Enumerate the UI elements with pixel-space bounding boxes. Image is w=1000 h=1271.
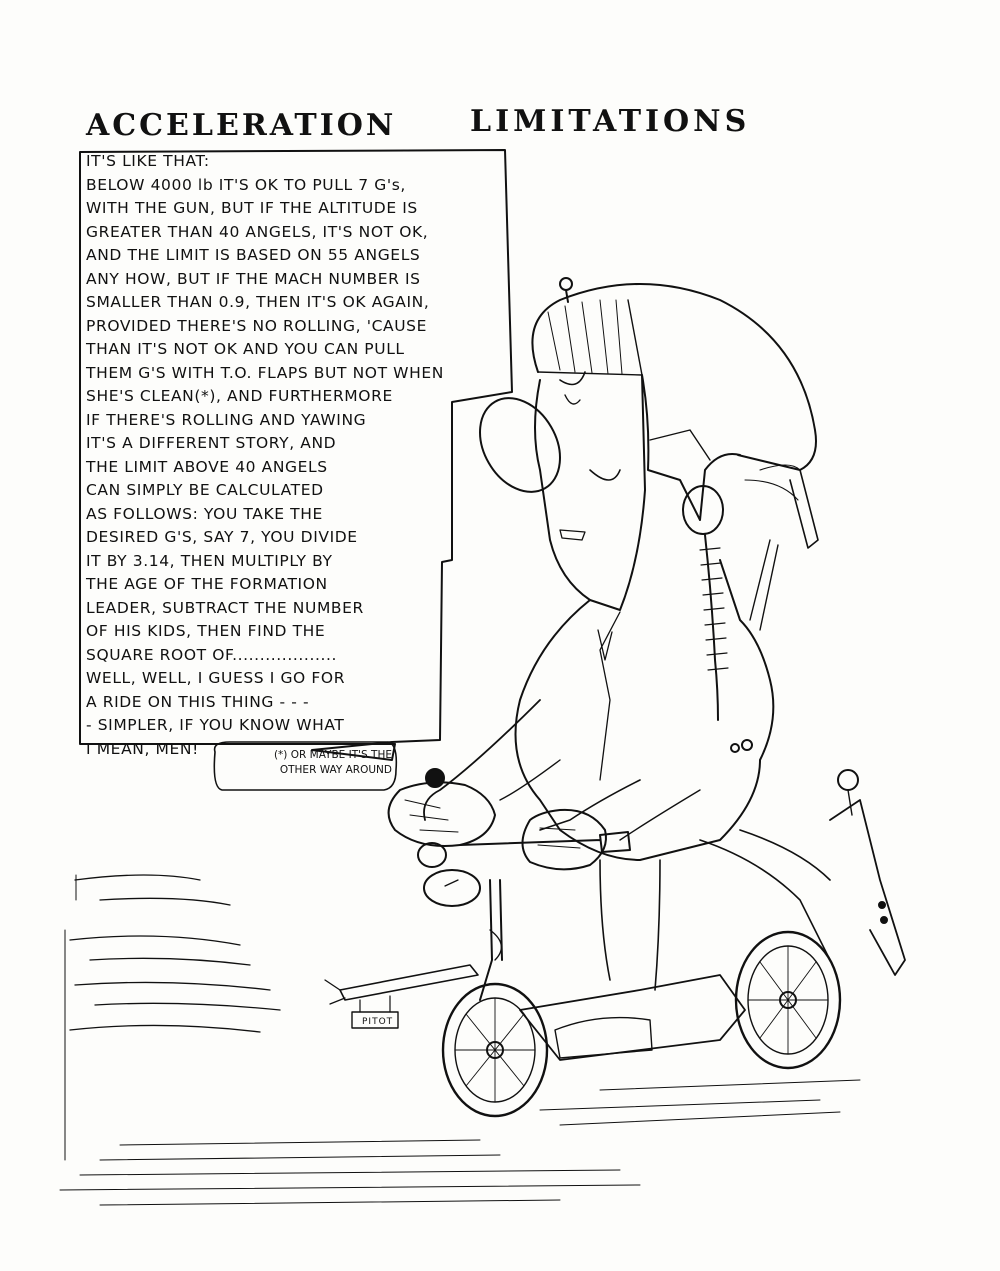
footnote <box>222 748 392 778</box>
bubble-line: A RIDE ON THIS THING - - - <box>86 692 310 711</box>
bubble-line: WITH THE GUN, BUT IF THE ALTITUDE IS <box>86 199 418 217</box>
bubble-line: - SIMPLER, IF YOU KNOW WHAT <box>86 716 345 734</box>
bubble-line: SQUARE ROOT OF................... <box>86 645 338 664</box>
bubble-line: PROVIDED THERE'S NO ROLLING, 'CAUSE <box>86 316 427 335</box>
bubble-line: IT BY 3.14, THEN MULTIPLY BY <box>86 551 333 570</box>
title-acceleration: ACCELERATION <box>86 108 397 143</box>
oxygen-hose <box>705 535 718 720</box>
bubble-line: SHE'S CLEAN(*), AND FURTHERMORE <box>86 387 393 405</box>
speed-lines <box>65 875 280 1160</box>
gauge <box>424 870 480 906</box>
footnote-line-2: OTHER WAY AROUND <box>279 764 392 776</box>
face <box>535 375 645 610</box>
title-limitations: LIMITATIONS <box>470 104 751 139</box>
bubble-line: GREATER THAN 40 ANGELS, IT'S NOT OK, <box>86 222 429 241</box>
bubble-line: CAN SIMPLY BE CALCULATED <box>86 481 324 499</box>
bubble-line: IT'S A DIFFERENT STORY, AND <box>86 434 337 452</box>
bubble-line: WELL, WELL, I GUESS I GO FOR <box>86 669 346 687</box>
bubble-line: AS FOLLOWS: YOU TAKE THE <box>86 504 323 523</box>
bubble-line: DESIRED G'S, SAY 7, YOU DIVIDE <box>86 528 358 546</box>
left-hand <box>389 782 495 846</box>
bubble-line: IT'S LIKE THAT: <box>86 152 210 170</box>
bubble-line: SMALLER THAN 0.9, THEN IT'S OK AGAIN, <box>86 293 430 311</box>
pitot-boom <box>340 965 478 1000</box>
bubble-line: ANY HOW, BUT IF THE MACH NUMBER IS <box>86 269 421 288</box>
bubble-line: LEADER, SUBTRACT THE NUMBER <box>86 598 364 617</box>
bubble-line: BELOW 4000 lb IT'S OK TO PULL 7 G's, <box>86 175 406 194</box>
bubble-line: THE LIMIT ABOVE 40 ANGELS <box>86 457 328 476</box>
bubble-line: IF THERE'S ROLLING AND YAWING <box>86 410 367 429</box>
bubble-line: OF HIS KIDS, THEN FIND THE <box>86 622 326 640</box>
bubble-line: AND THE LIMIT IS BASED ON 55 ANGELS <box>86 246 421 264</box>
jacket <box>516 560 774 860</box>
helmet <box>532 284 816 470</box>
bubble-line: THAN IT'S NOT OK AND YOU CAN PULL <box>86 340 405 358</box>
bubble-line: THEM G'S WITH T.O. FLAPS BUT NOT WHEN <box>86 363 444 382</box>
bubble-line: THE AGE OF THE FORMATION <box>86 575 328 593</box>
bubble-line: I MEAN, MEN! <box>86 739 199 758</box>
pitot-tag: PITOT <box>362 1017 394 1027</box>
footnote-line-1: (*) OR MAYBE IT'S THE <box>273 749 392 761</box>
speech-bubble-text <box>86 150 516 761</box>
